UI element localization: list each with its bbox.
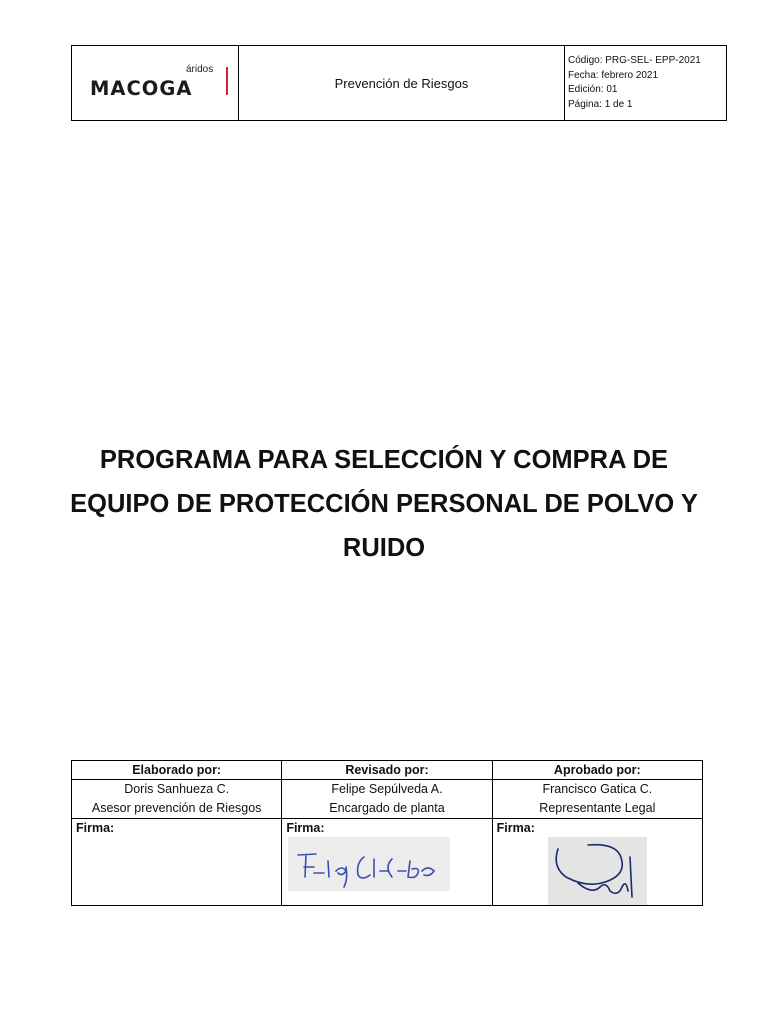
signature-aprobado-svg (548, 837, 647, 905)
approval-table (71, 760, 703, 906)
revisado-name: Felipe Sepúlveda A. (331, 782, 443, 796)
header-title: Prevención de Riesgos (239, 46, 565, 121)
logo-accent-bar (226, 67, 228, 95)
elaborado-role: Asesor prevención de Riesgos (91, 801, 262, 815)
signature-revisado-svg (288, 837, 450, 891)
signature-image-aprobado (548, 837, 647, 905)
revisado-role: Encargado de planta (329, 801, 445, 815)
approval-signature-row (72, 819, 703, 906)
approval-names-row (72, 780, 703, 819)
document-header (71, 45, 727, 121)
document-meta (565, 46, 727, 121)
approval-header-row (72, 761, 703, 780)
meta-pagina: Página: 1 de 1 (568, 98, 633, 110)
firma-aprobado-cell (492, 819, 702, 906)
header-elaborado: Elaborado por: (72, 761, 282, 780)
header-aprobado: Aprobado por: (492, 761, 702, 780)
firma-label: Firma: (286, 821, 325, 835)
aprobado-role: Representante Legal (539, 801, 656, 815)
elaborado-name: Doris Sanhueza C. (124, 782, 230, 796)
aprobado-cell (492, 780, 702, 819)
firma-label: Firma: (76, 821, 115, 835)
meta-codigo: Código: PRG-SEL- EPP-2021 (568, 55, 701, 66)
logo-tagline: áridos (186, 64, 214, 75)
elaborado-cell (72, 780, 282, 819)
macoga-logo (90, 65, 230, 101)
logo-brand: MACOGA (90, 77, 193, 100)
aprobado-name: Francisco Gatica C. (542, 782, 653, 796)
firma-revisado-cell (282, 819, 492, 906)
firma-elaborado-cell (72, 819, 282, 906)
firma-label: Firma: (496, 821, 535, 835)
document-title: PROGRAMA PARA SELECCIÓN Y COMPRA DE EQUIPO DE PROTECCIÓN PERSONAL DE POLVO Y RUIDO (70, 446, 698, 562)
meta-fecha: Fecha: febrero 2021 (568, 69, 659, 81)
logo-cell (72, 46, 239, 121)
signature-image-revisado (288, 837, 450, 891)
revisado-cell (282, 780, 492, 819)
header-revisado: Revisado por: (282, 761, 492, 780)
meta-edicion: Edición: 01 (568, 84, 618, 95)
